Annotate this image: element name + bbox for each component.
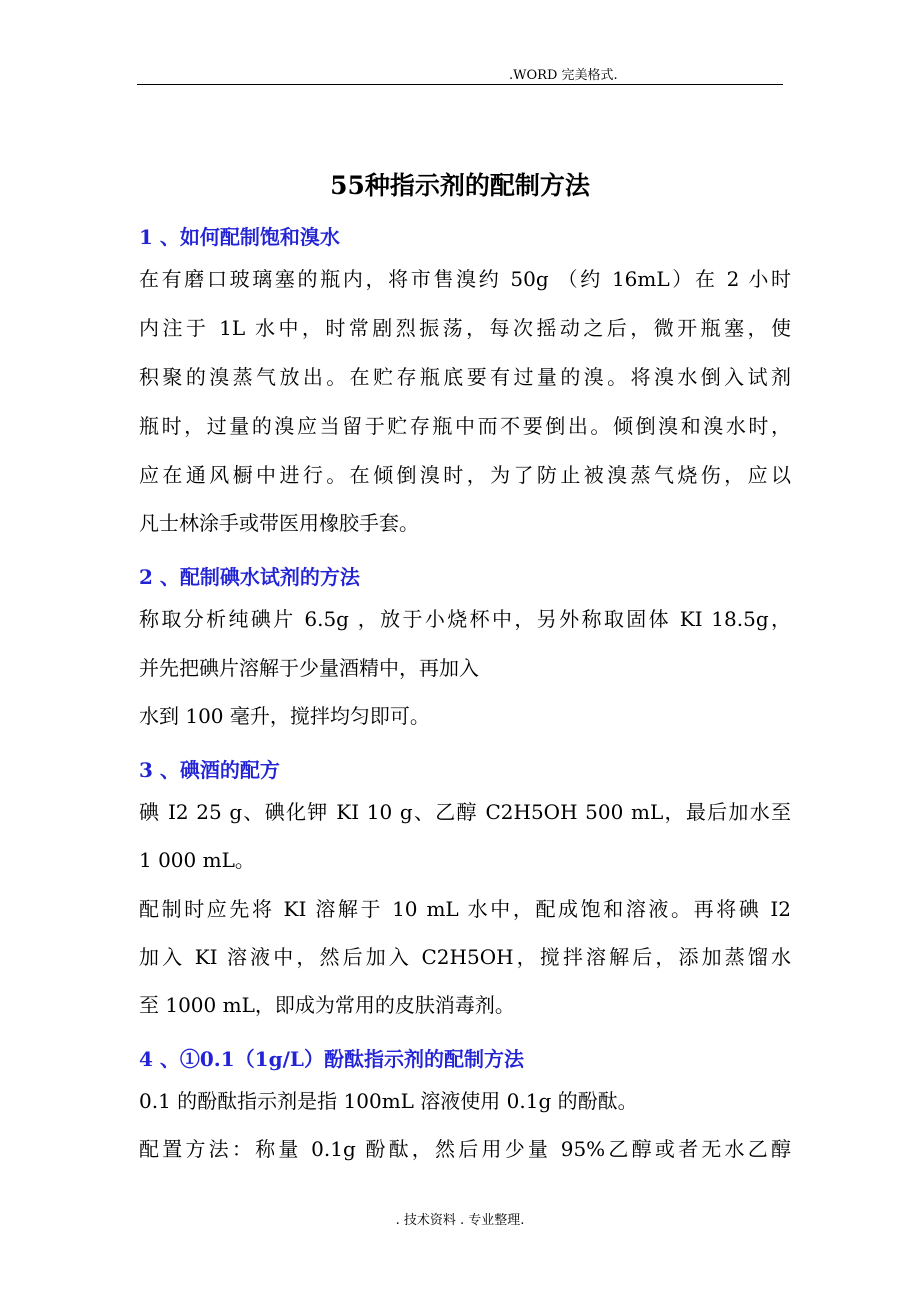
section-1-line-5: 应在通风橱中进行。在倾倒溴时，为了防止被溴蒸气烧伤，应以 — [139, 463, 791, 487]
section-3-line-2: 1 000 mL。 — [139, 848, 255, 872]
section-2-line-1: 称取分析纯碘片 6.5g ，放于小烧杯中，另外称取固体 KI 18.5g， — [139, 607, 791, 631]
section-4-line-2: 配置方法：称量 0.1g 酚酞，然后用少量 95%乙醇或者无水乙醇 — [139, 1137, 791, 1161]
section-2-heading: 2 、配制碘水试剂的方法 — [139, 565, 360, 589]
section-4-line-1: 0.1 的酚酞指示剂是指 100mL 溶液使用 0.1g 的酚酞。 — [139, 1089, 638, 1113]
page-header: .WORD 完美格式. — [509, 68, 618, 83]
header-divider — [137, 84, 783, 85]
section-1-line-2: 内注于 1L 水中，时常剧烈振荡，每次摇动之后，微开瓶塞，使 — [139, 316, 791, 340]
section-3-line-5: 至 1000 mL，即成为常用的皮肤消毒剂。 — [139, 993, 515, 1017]
section-1-line-4: 瓶时，过量的溴应当留于贮存瓶中而不要倒出。倾倒溴和溴水时， — [139, 414, 791, 438]
section-3-line-4: 加入 KI 溶液中，然后加入 C2H5OH，搅拌溶解后，添加蒸馏水 — [139, 945, 791, 969]
section-1-line-1: 在有磨口玻璃塞的瓶内，将市售溴约 50g （约 16mL）在 2 小时 — [139, 267, 791, 291]
section-1-line-3: 积聚的溴蒸气放出。在贮存瓶底要有过量的溴。将溴水倒入试剂 — [139, 365, 791, 389]
section-4-heading: 4 、①0.1（1g/L）酚酞指示剂的配制方法 — [139, 1047, 524, 1071]
section-1-heading: 1 、如何配制饱和溴水 — [139, 225, 340, 249]
section-1-line-6: 凡士林涂手或带医用橡胶手套。 — [139, 511, 419, 535]
section-3-line-1: 碘 I2 25 g、碘化钾 KI 10 g、乙醇 C2H5OH 500 mL，最后加水至 — [139, 800, 791, 824]
page-footer: . 技术资料 . 专业整理. — [395, 1213, 525, 1228]
section-2-line-2: 并先把碘片溶解于少量酒精中，再加入 — [139, 656, 479, 680]
section-2-line-3: 水到 100 毫升，搅拌均匀即可。 — [139, 704, 430, 728]
section-3-line-3: 配制时应先将 KI 溶解于 10 mL 水中，配成饱和溶液。再将碘 I2 — [139, 897, 791, 921]
document-title: 55种指示剂的配制方法 — [330, 171, 590, 200]
section-3-heading: 3 、碘酒的配方 — [139, 758, 280, 782]
